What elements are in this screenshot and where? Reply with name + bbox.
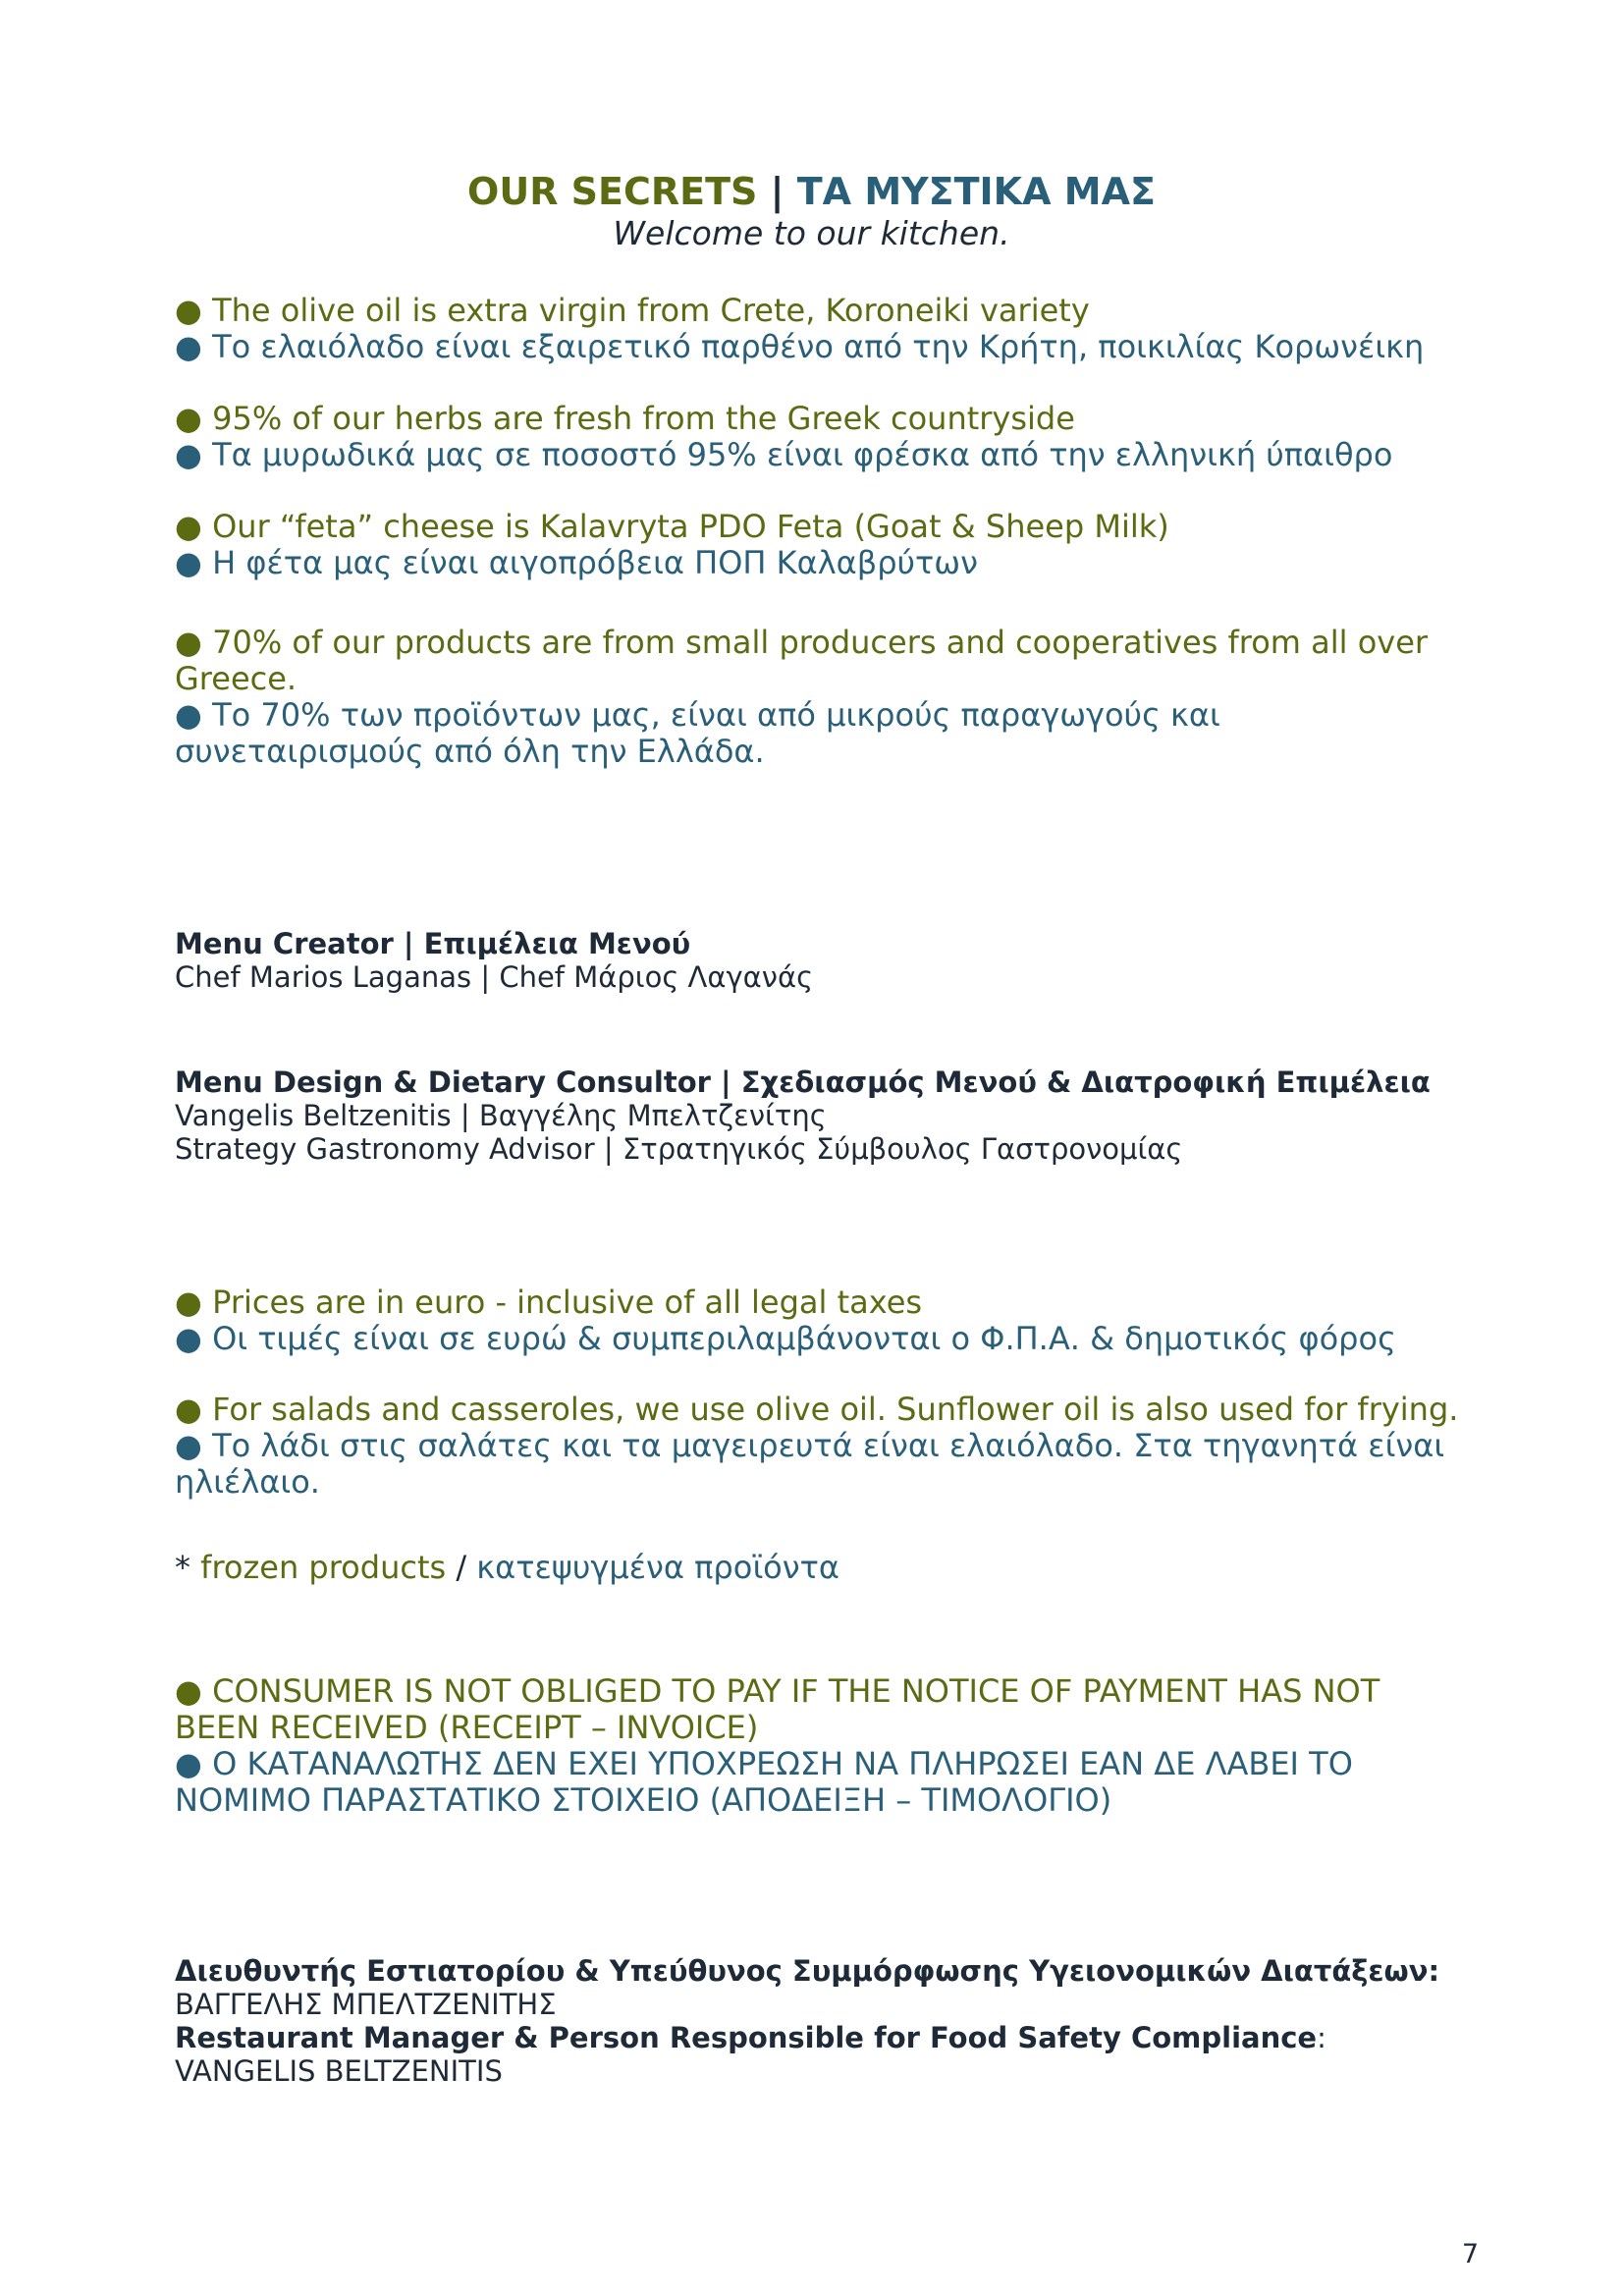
menu-creator-name: Chef Marios Laganas | Chef Μάριος Λαγανάς (175, 960, 814, 994)
menu-design-name: Vangelis Beltzenitis | Βαγγέλης Μπελτζενίτης (175, 1099, 827, 1132)
frozen-asterisk: * (175, 1549, 190, 1586)
frozen-note (175, 1550, 1471, 1586)
secret-greek: ● Η φέτα μας είναι αιγοπρόβεια ΠΟΠ Καλαβρύτων (175, 544, 978, 581)
page-number: 7 (1461, 2239, 1479, 2269)
title-greek: ΤΑ ΜΥΣΤΙΚΑ ΜΑΣ (796, 170, 1156, 213)
oil-note-greek: ● Το λάδι στις σαλάτες και τα μαγειρευτά είναι ελαιόλαδο. Στα τηγανητά είναι ηλιέλαιο. (175, 1427, 1445, 1501)
title-english: OUR SECRETS (467, 170, 758, 213)
menu-creator-credit (175, 927, 1471, 994)
prices-note (175, 1285, 1471, 1357)
secret-english: ● 95% of our herbs are fresh from the Greek countryside (175, 400, 1075, 437)
secret-item-olive-oil (175, 293, 1471, 365)
manager-heading-colon: : (1317, 2021, 1326, 2054)
frozen-english: frozen products (200, 1549, 447, 1586)
menu-design-credit (175, 1066, 1471, 1166)
secret-english: ● The olive oil is extra virgin from Crete, Koroneiki variety (175, 292, 1090, 329)
title-separator: | (770, 170, 784, 213)
secret-greek: ● Τα μυρωδικά μας σε ποσοστό 95% είναι φρέσκα από την ελληνική ύπαιθρο (175, 436, 1393, 473)
secret-greek: ● Το 70% των προϊόντων μας, είναι από μικρούς παραγωγούς και συνεταιρισμούς από όλη την Ελλάδα. (175, 696, 1220, 770)
secret-item-feta (175, 509, 1471, 581)
page-subtitle: Welcome to our kitchen. (613, 214, 1010, 252)
menu-design-heading: Menu Design & Dietary Consultor | Σχεδιασμός Μενού & Διατροφική Επιμέλεια (175, 1066, 1431, 1099)
oil-note-english: ● For salads and casseroles, we use olive oil. Sunflower oil is also used for frying. (175, 1391, 1459, 1428)
manager-heading-english: Restaurant Manager & Person Responsible for Food Safety Compliance (175, 2021, 1318, 2054)
consumer-notice-greek: ● Ο ΚΑΤΑΝΑΛΩΤΗΣ ΔΕΝ ΕΧΕΙ ΥΠΟΧΡΕΩΣΗ ΝΑ ΠΛΗΡΩΣΕΙ ΕΑΝ ΔΕ ΛΑΒΕΙ ΤΟ ΝΟΜΙΜΟ ΠΑΡΑΣΤΑΤΙΚΟ ΣΤΟΙΧΕΙΟ (ΑΠΟΔΕΙΞΗ – ΤΙΜΟΛΟΓΙΟ) (175, 1745, 1353, 1819)
secret-english: ● Our “feta” cheese is Kalavryta PDO Feta (Goat & Sheep Milk) (175, 508, 1169, 545)
manager-heading-greek: Διευθυντής Εστιατορίου & Υπεύθυνος Συμμόρφωσης Υγειονομικών Διατάξεων: (175, 1954, 1440, 1988)
manager-credit (175, 1954, 1471, 2088)
menu-design-role: Strategy Gastronomy Advisor | Στρατηγικός Σύμβουλος Γαστρονομίας (175, 1132, 1183, 1166)
page-title (0, 169, 1623, 214)
frozen-greek: κατεψυγμένα προϊόντα (476, 1549, 839, 1586)
manager-name-greek: ΒΑΓΓΕΛΗΣ ΜΠΕΛΤΖΕΝΙΤΗΣ (175, 1988, 557, 2021)
secret-greek: ● Το ελαιόλαδο είναι εξαιρετικό παρθένο από την Κρήτη, ποικιλίας Κορωνέικη (175, 328, 1425, 365)
consumer-notice-english: ● CONSUMER IS NOT OBLIGED TO PAY IF THE NOTICE OF PAYMENT HAS NOT BEEN RECEIVED (RECEIPT – INVOICE) (175, 1672, 1380, 1746)
oil-note (175, 1392, 1471, 1501)
secret-english: ● 70% of our products are from small producers and cooperatives from all over Greece. (175, 624, 1429, 697)
menu-creator-heading: Menu Creator | Επιμέλεια Μενού (175, 927, 691, 960)
frozen-separator: / (456, 1549, 467, 1586)
secret-item-producers (175, 625, 1471, 770)
prices-note-english: ● Prices are in euro - inclusive of all legal taxes (175, 1284, 923, 1321)
consumer-notice (175, 1673, 1471, 1819)
secret-item-herbs (175, 401, 1471, 473)
prices-note-greek: ● Οι τιμές είναι σε ευρώ & συμπεριλαμβάνονται ο Φ.Π.Α. & δημοτικός φόρος (175, 1320, 1396, 1357)
manager-name-english: VANGELIS BELTZENITIS (175, 2054, 503, 2088)
